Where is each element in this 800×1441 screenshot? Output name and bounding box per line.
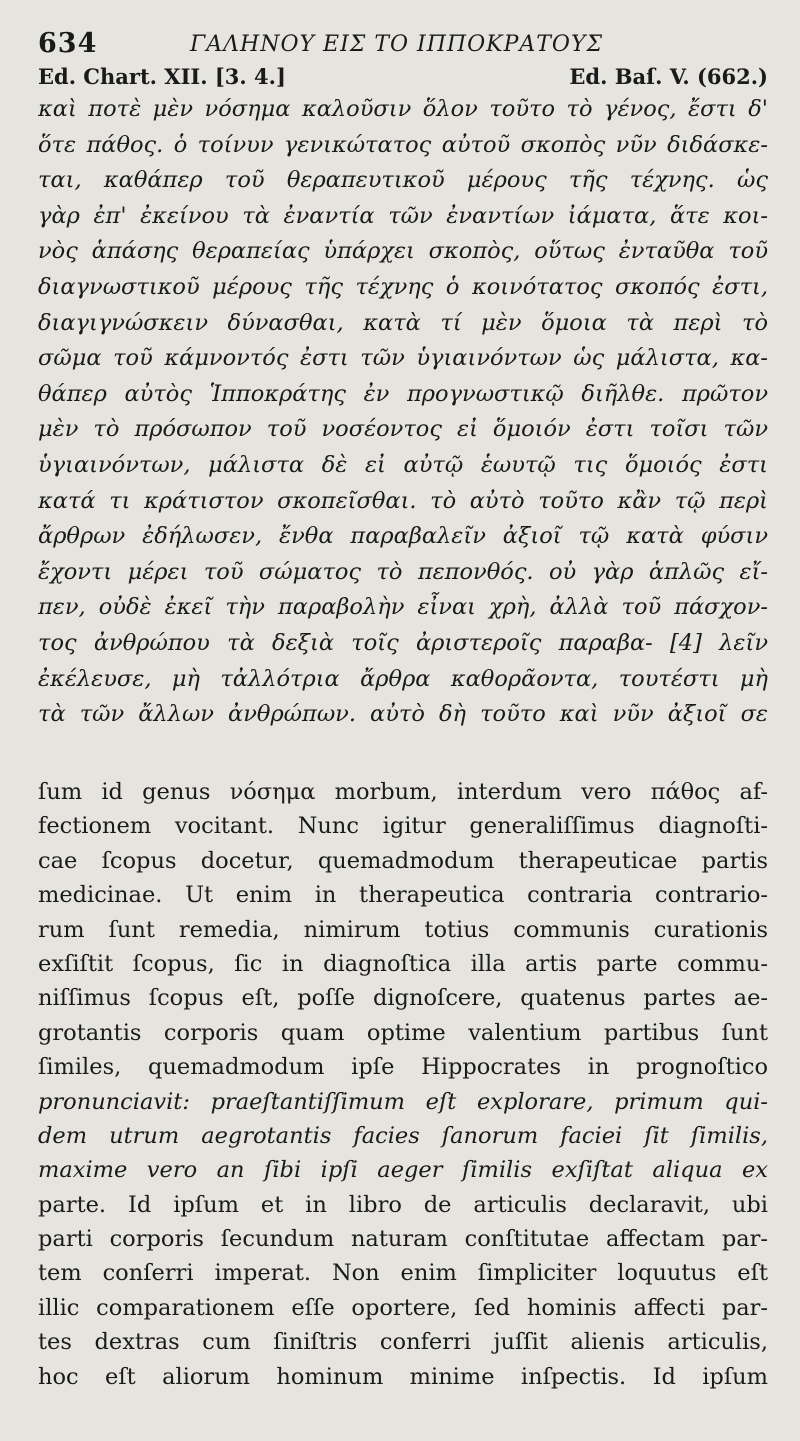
latin-text-line: fectionem vocitant. Nunc igitur generaliſſimus diagnoſti- xyxy=(38,813,768,840)
greek-text-line: κατά τι κράτιστον σκοπεῖσθαι. τὸ αὐτὸ τοῦτο κἂν τῷ περὶ xyxy=(38,487,768,514)
greek-text-line: ἄρθρων ἐδήλωσεν, ἔνθα παραβαλεῖν ἀξιοῖ τῷ κατὰ φύσιν xyxy=(38,523,768,550)
greek-text-line: ἔχοντι μέρει τοῦ σώματος τὸ πεπονθός. οὐ γὰρ ἁπλῶς εἴ- xyxy=(38,558,768,585)
latin-text-line: illic comparationem eſſe oportere, ſed hominis affecti par- xyxy=(38,1294,768,1321)
latin-text-line: rum ſunt remedia, nimirum totius communis curationis xyxy=(38,916,768,943)
latin-text-line: tem conſerri imperat. Non enim ſimpliciter loquutus eſt xyxy=(38,1260,768,1287)
greek-text-line: ὑγιαινόντων, μάλιστα δὲ εἰ αὐτῷ ἑωυτῷ τις ὅμοιός ἐστι xyxy=(38,451,768,478)
latin-text-line: ſum id genus νόσημα morbum, interdum vero πάθος af- xyxy=(38,779,768,805)
edition-reference-line xyxy=(38,64,768,94)
page-number: 634 xyxy=(38,28,98,59)
greek-text-block xyxy=(38,92,768,733)
latin-text-line: maxime vero an ſibi ipſi aeger ſimilis exſiſtat aliqua ex xyxy=(38,1157,768,1184)
latin-text-line: niſſimus ſcopus eſt, poſſe dignoſcere, quatenus partes ae- xyxy=(38,985,768,1012)
greek-text-line: διαγιγνώσκειν δύνασθαι, κατὰ τί μὲν ὅμοια τὰ περὶ τὸ xyxy=(38,309,768,336)
greek-text-line: τὰ τῶν ἄλλων ἀνθρώπων. αὐτὸ δὴ τοῦτο καὶ νῦν ἀξιοῖ σε xyxy=(38,701,768,728)
greek-text-line: ται, καθάπερ τοῦ θεραπευτικοῦ μέρους τῆς τέχνης. ὡς xyxy=(38,167,768,194)
greek-text-line: μὲν τὸ πρόσωπον τοῦ νοσέοντος εἰ ὅμοιόν ἐστι τοῖσι τῶν xyxy=(38,416,768,443)
latin-text-line: exſiſtit ſcopus, ſic in diagnoſtica illa artis parte commu- xyxy=(38,950,768,977)
greek-text-line: νὸς ἁπάσης θεραπείας ὑπάρχει σκοπὸς, οὕτως ἐνταῦθα τοῦ xyxy=(38,238,768,265)
edition-chartier-reference: Ed. Chart. XII. [3. 4.] xyxy=(38,64,286,89)
greek-text-line: τος ἀνθρώπου τὰ δεξιὰ τοῖς ἀριστεροῖς παραβα- [4] λεῖν xyxy=(38,629,768,656)
greek-text-line: πεν, οὐδὲ ἐκεῖ τὴν παραβολὴν εἶναι χρὴ, ἀλλὰ τοῦ πάσχον- xyxy=(38,594,768,621)
greek-text-line: θάπερ αὐτὸς Ἱπποκράτης ἐν προγνωστικῷ διῆλθε. πρῶτον xyxy=(38,380,768,407)
latin-text-line: cae ſcopus docetur, quemadmodum therapeuticae partis xyxy=(38,847,768,874)
edition-basel-reference: Ed. Baſ. V. (662.) xyxy=(569,64,768,89)
greek-text-line: ὅτε πάθος. ὁ τοίνυν γενικώτατος αὐτοῦ σκοπὸς νῦν διδάσκε- xyxy=(38,131,768,158)
greek-text-line: διαγνωστικοῦ μέρους τῆς τέχνης ὁ κοινότατος σκοπός ἐστι, xyxy=(38,273,768,300)
latin-text-line: hoc eſt aliorum hominum minime inſpectis. Id ipſum xyxy=(38,1363,768,1390)
latin-text-line: ſimiles, quemadmodum ipſe Hippocrates in prognoſtico xyxy=(38,1054,768,1081)
greek-text-line: ἐκέλευσε, μὴ τἀλλότρια ἄρθρα καθορᾶοντα, τουτέστι μὴ xyxy=(38,665,768,692)
running-head: ΓΑΛΗΝΟΥ ΕΙΣ ΤΟ ΙΠΠΟΚΡΑΤΟΥΣ xyxy=(190,32,604,57)
latin-text-line: pronunciavit: praeſtantiſſimum eſt explorare, primum qui- xyxy=(38,1088,768,1115)
greek-text-line: καὶ ποτὲ μὲν νόσημα καλοῦσιν ὅλον τοῦτο τὸ γένος, ἔστι δ' xyxy=(38,96,768,122)
latin-text-line: parti corporis ſecundum naturam conſtitutae affectam par- xyxy=(38,1226,768,1253)
latin-text-line: grotantis corporis quam optime valentium partibus ſunt xyxy=(38,1019,768,1046)
latin-text-line: medicinae. Ut enim in therapeutica contraria contrario- xyxy=(38,882,768,909)
latin-text-line: tes dextras cum ſiniſtris conferri juſſit alienis articulis, xyxy=(38,1329,768,1356)
latin-text-line: parte. Id ipſum et in libro de articulis declaravit, ubi xyxy=(38,1191,768,1218)
latin-text-line: dem utrum aegrotantis facies ſanorum faciei ſit ſimilis, xyxy=(38,1122,768,1149)
latin-text-block xyxy=(38,775,768,1394)
greek-text-line: σῶμα τοῦ κάμνοντός ἐστι τῶν ὑγιαινόντων ὡς μάλιστα, κα- xyxy=(38,345,768,372)
greek-text-line: γὰρ ἐπ' ἐκείνου τὰ ἐναντία τῶν ἐναντίων ἰάματα, ἅτε κοι- xyxy=(38,202,768,229)
